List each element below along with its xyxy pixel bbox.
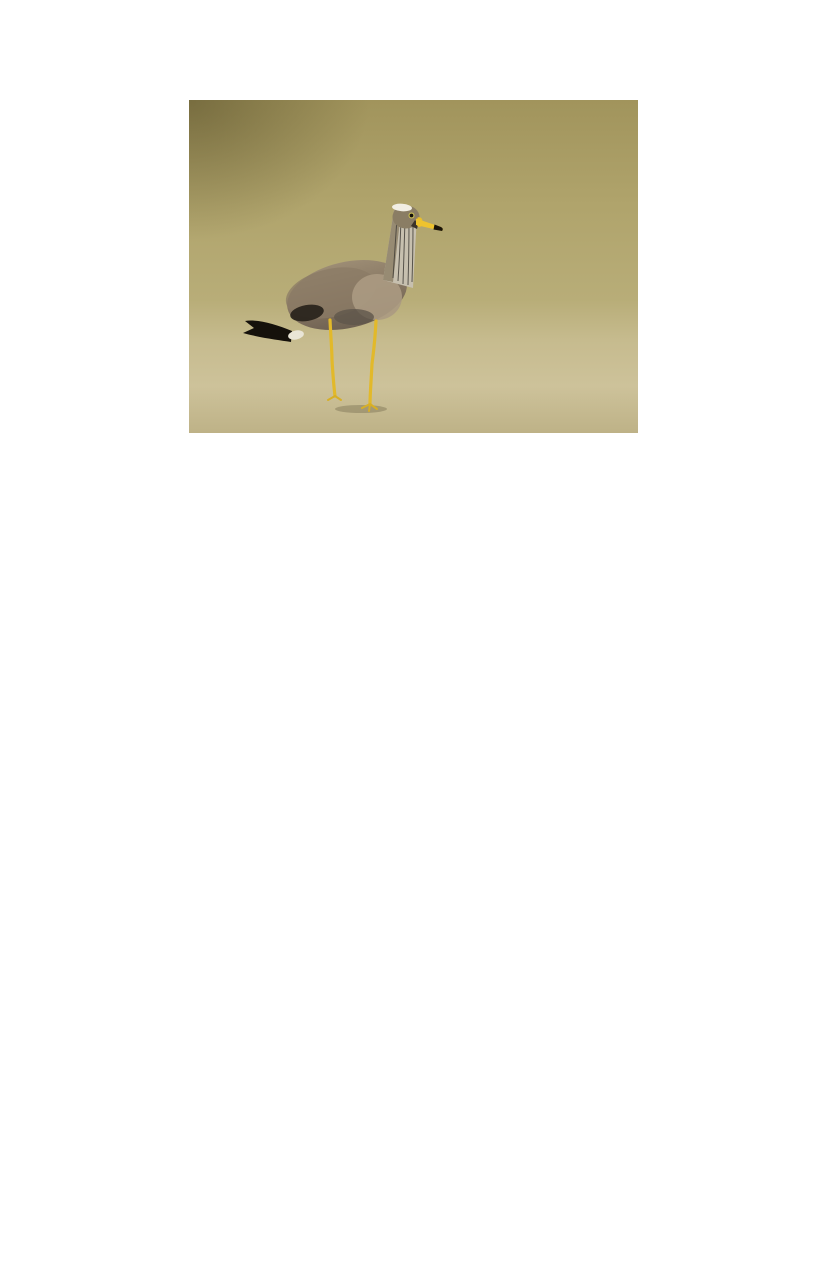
bird-photo	[189, 100, 638, 433]
bird-photo-illustration	[189, 100, 638, 433]
bird-eye	[410, 214, 414, 218]
corner-shade	[189, 100, 369, 240]
bird-belly	[334, 309, 374, 325]
bird-shadow	[335, 405, 387, 413]
document-page	[0, 100, 827, 1269]
